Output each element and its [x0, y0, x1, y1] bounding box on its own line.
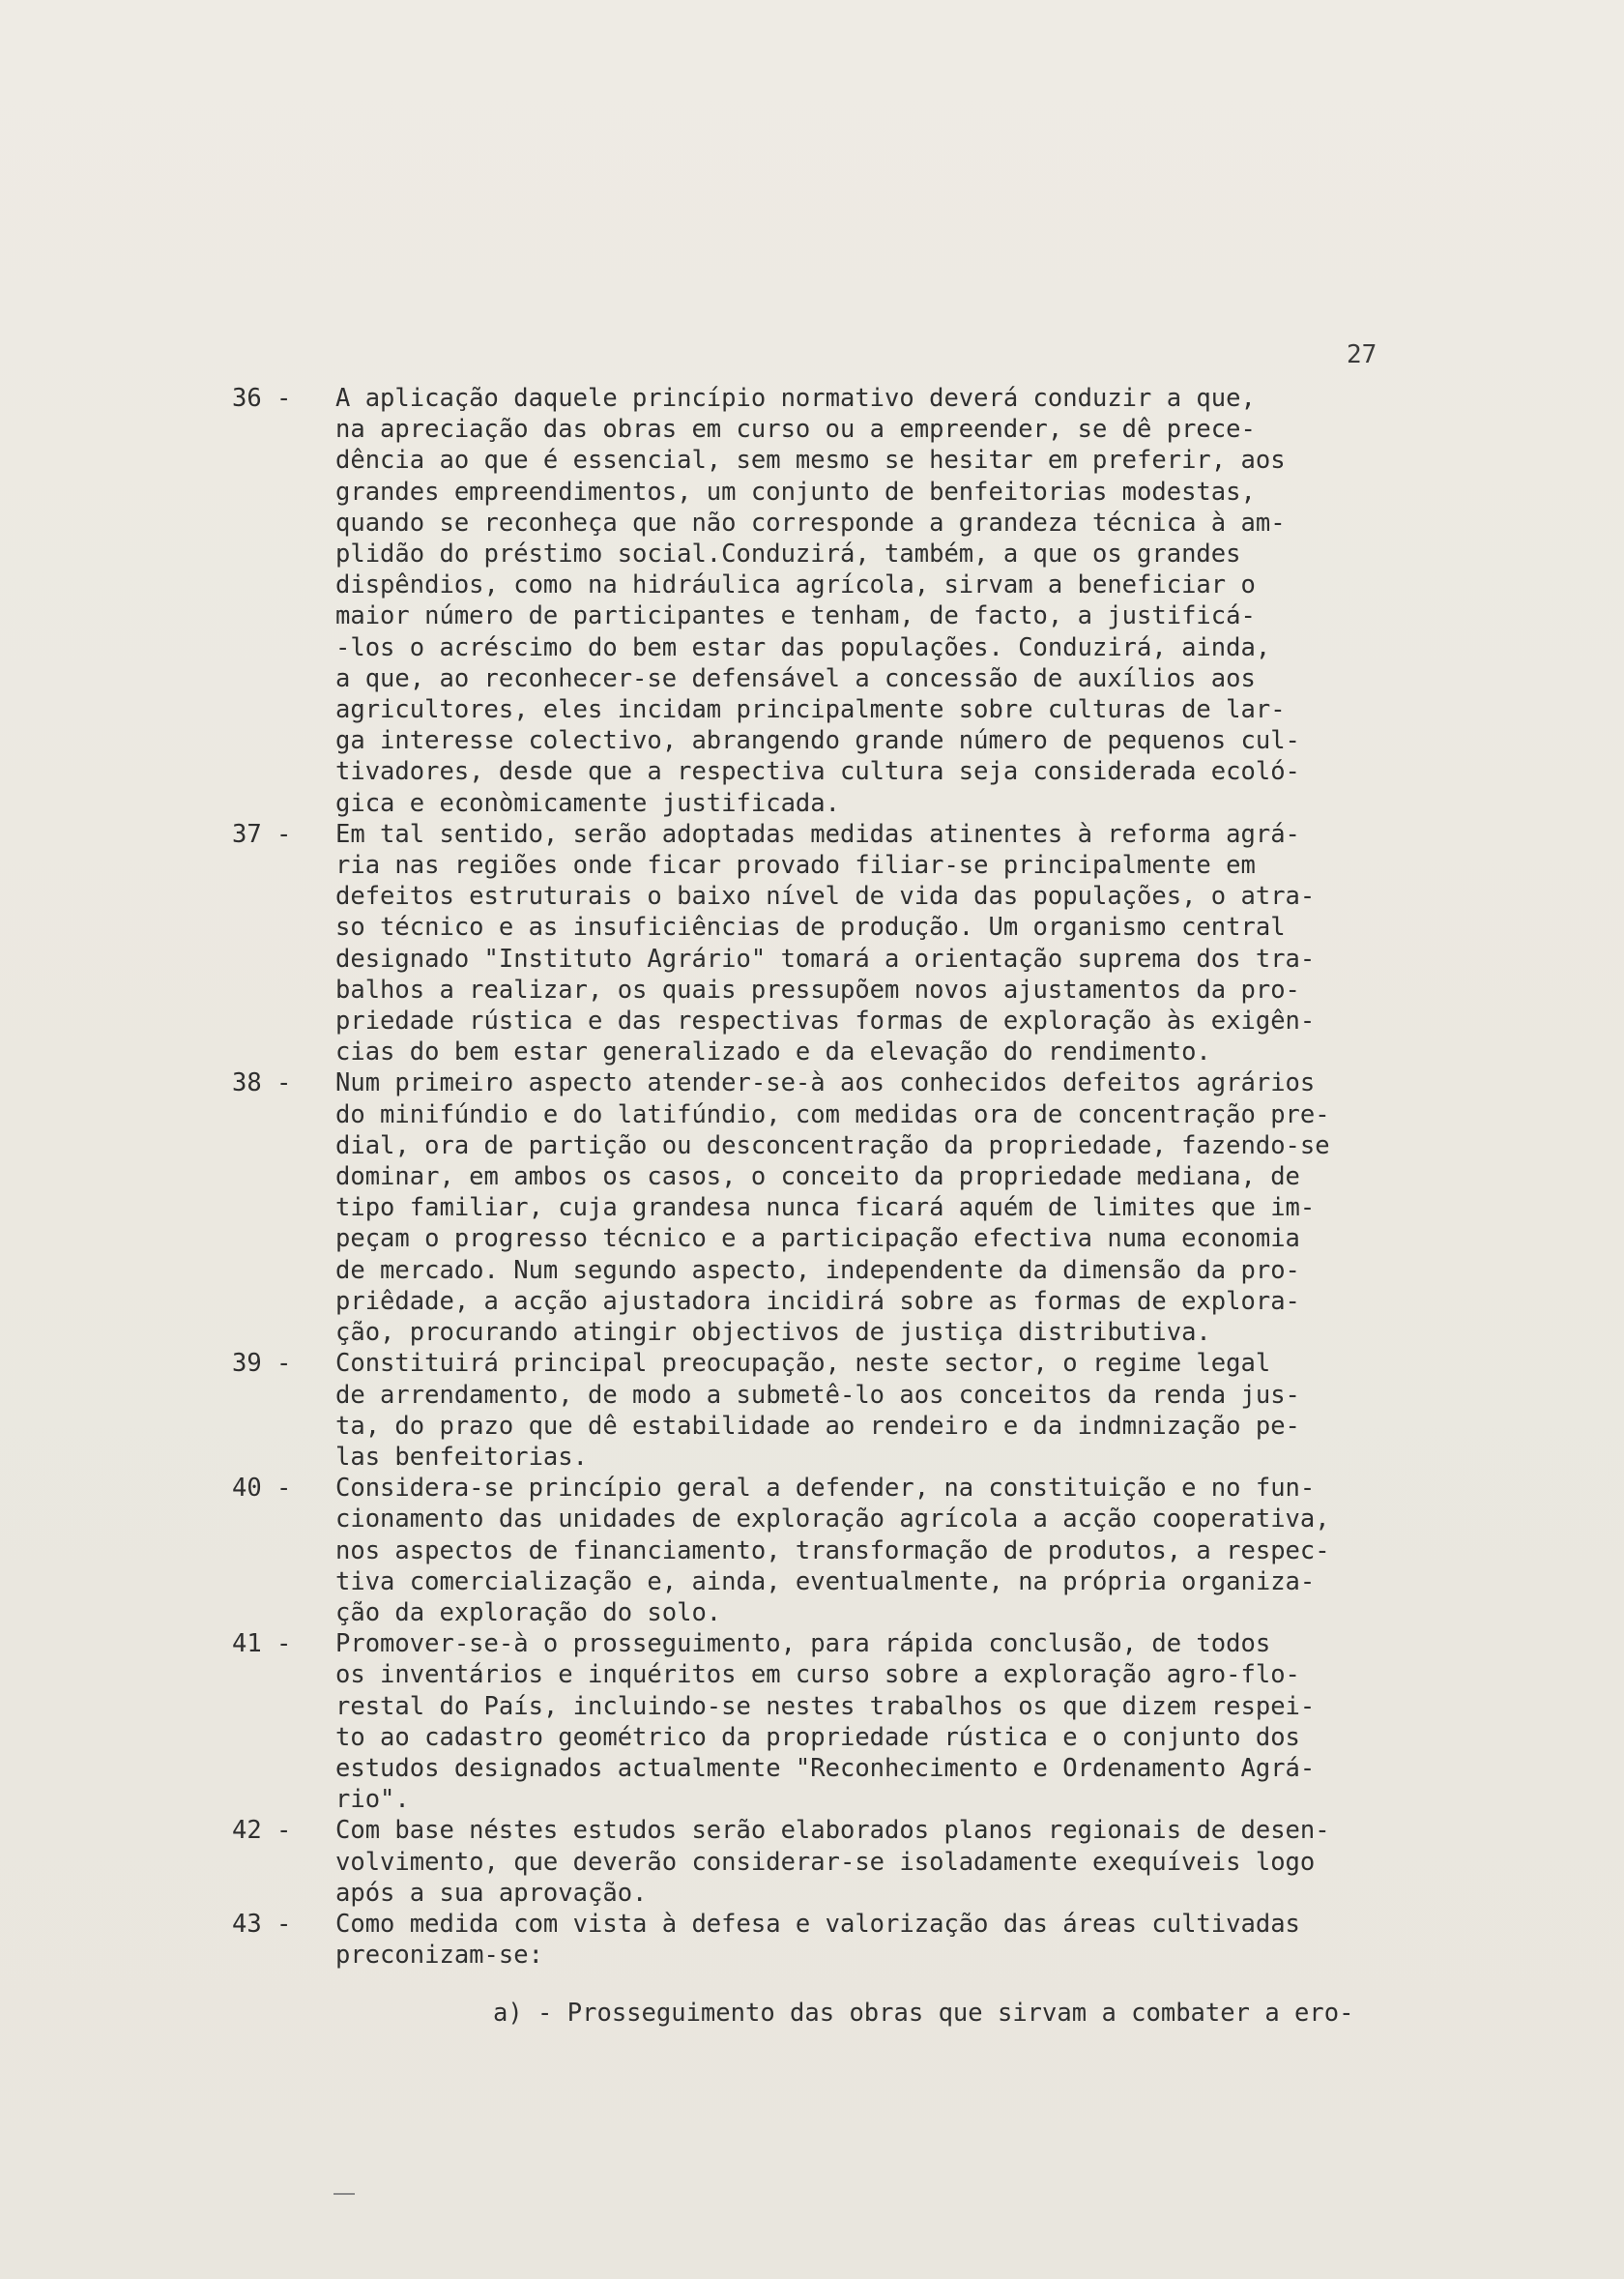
paragraph-number: 38 - [232, 1068, 292, 1098]
paragraph-number: 42 - [232, 1816, 292, 1846]
paragraph-39 [232, 1348, 1508, 1473]
paragraph-38 [232, 1067, 1508, 1348]
paragraph-42 [232, 1815, 1508, 1909]
document-body [232, 383, 1508, 2030]
sub-item-a: a) - Prosseguimento das obras que sirvam a combater a ero- [493, 1999, 1354, 2029]
paragraph-text: Com base néstes estudos serão elaborados planos regionais de desen- volvimento, que deverão considerar-se isoladamente exequíveis logo após a sua aprovação. [335, 1816, 1330, 1908]
paragraph-text: Promover-se-à o prosseguimento, para rápida conclusão, de todos os inventários e inquéritos em curso sobre a exploração agro-flo- restal do País, incluindo-se nestes trabalhos os que dizem respei- to ao cadastro geométrico da propriedade rústica e o conjunto dos estudos designados actualmente "Reconhecimento e Ordenamento Agrá- rio". [335, 1629, 1316, 1815]
paragraph-37 [232, 819, 1508, 1068]
paragraph-36 [232, 383, 1508, 819]
paragraph-number: 36 - [232, 384, 292, 413]
paragraph-text: Constituirá principal preocupação, neste sector, o regime legal de arrendamento, de modo a submetê-lo aos conceitos da renda jus- ta, do prazo que dê estabilidade ao rendeiro e da indmnização pe- las benfeitorias. [335, 1349, 1300, 1472]
paragraph-text: Em tal sentido, serão adoptadas medidas atinentes à reforma agrá- ria nas regiões onde ficar provado filiar-se principalmente em defeitos estruturais o baixo nível de vida das populações, o atra- so técnico e as insuficiências de produção. Um organismo central designado "Instituto Agrário" tomará a orientação suprema dos tra- balhos a realizar, os quais pressupõem novos ajustamentos da pro- priedade rústica e das respectivas formas de exploração às exigên- cias do bem estar generalizado e da elevação do rendimento. [335, 819, 1316, 1067]
paragraph-number: 43 - [232, 1909, 292, 1939]
paragraph-text: Como medida com vista à defesa e valorização das áreas cultivadas preconizam-se: [335, 1909, 1300, 1971]
paragraph-number: 37 - [232, 819, 292, 849]
paragraph-number: 41 - [232, 1629, 292, 1659]
paragraph-number: 40 - [232, 1474, 292, 1504]
paragraph-text: Num primeiro aspecto atender-se-à aos conhecidos defeitos agrários do minifúndio e do latifúndio, com medidas ora de concentração pre- dial, ora de partição ou desconcentração da propriedade, fazendo-se dominar, em ambos os casos, o conceito da propriedade mediana, de tipo familiar, cuja grandesa nunca ficará aquém de limites que im- peçam o progresso técnico e a participação efectiva numa economia de mercado. Num segundo aspecto, independente da dimensão da pro- priêdade, a acção ajustadora incidirá sobre as formas de explora- ção, procurando atingir objectivos de justiça distributiva. [335, 1068, 1330, 1348]
paragraph-number: 39 - [232, 1349, 292, 1379]
paragraph-40 [232, 1473, 1508, 1628]
stray-mark [334, 2193, 355, 2195]
paragraph-43 [232, 1909, 1508, 1971]
paragraph-text: Considera-se princípio geral a defender, na constituição e no fun- cionamento das unidades de exploração agrícola a acção cooperativa, nos aspectos de financiamento, transformação de produtos, a respec- tiva comercialização e, ainda, eventualmente, na própria organiza- ção da exploração do solo. [335, 1474, 1330, 1627]
paragraph-text: A aplicação daquele princípio normativo deverá conduzir a que, na apreciação das obras em curso ou a empreender, se dê prece- dência ao que é essencial, sem mesmo se hesitar em preferir, aos grandes empreendimentos, um conjunto de benfeitorias modestas, quando se reconheça que não corresponde a grandeza técnica à am- plidão do préstimo social.Conduzirá, também, a que os grandes dispêndios, como na hidráulica agrícola, sirvam a beneficiar o maior número de participantes e tenham, de facto, a justificá- -los o acréscimo do bem estar das populações. Conduzirá, ainda, a que, ao reconhecer-se defensável a concessão de auxílios aos agricultores, eles incidam principalmente sobre culturas de lar- ga interesse colectivo, abrangendo grande número de pequenos cul- tivadores, desde que a respectiva cultura seja considerada ecoló- gica e econòmicamente justificada. [335, 384, 1300, 818]
paragraph-41 [232, 1628, 1508, 1815]
page-number: 27 [1347, 340, 1378, 369]
